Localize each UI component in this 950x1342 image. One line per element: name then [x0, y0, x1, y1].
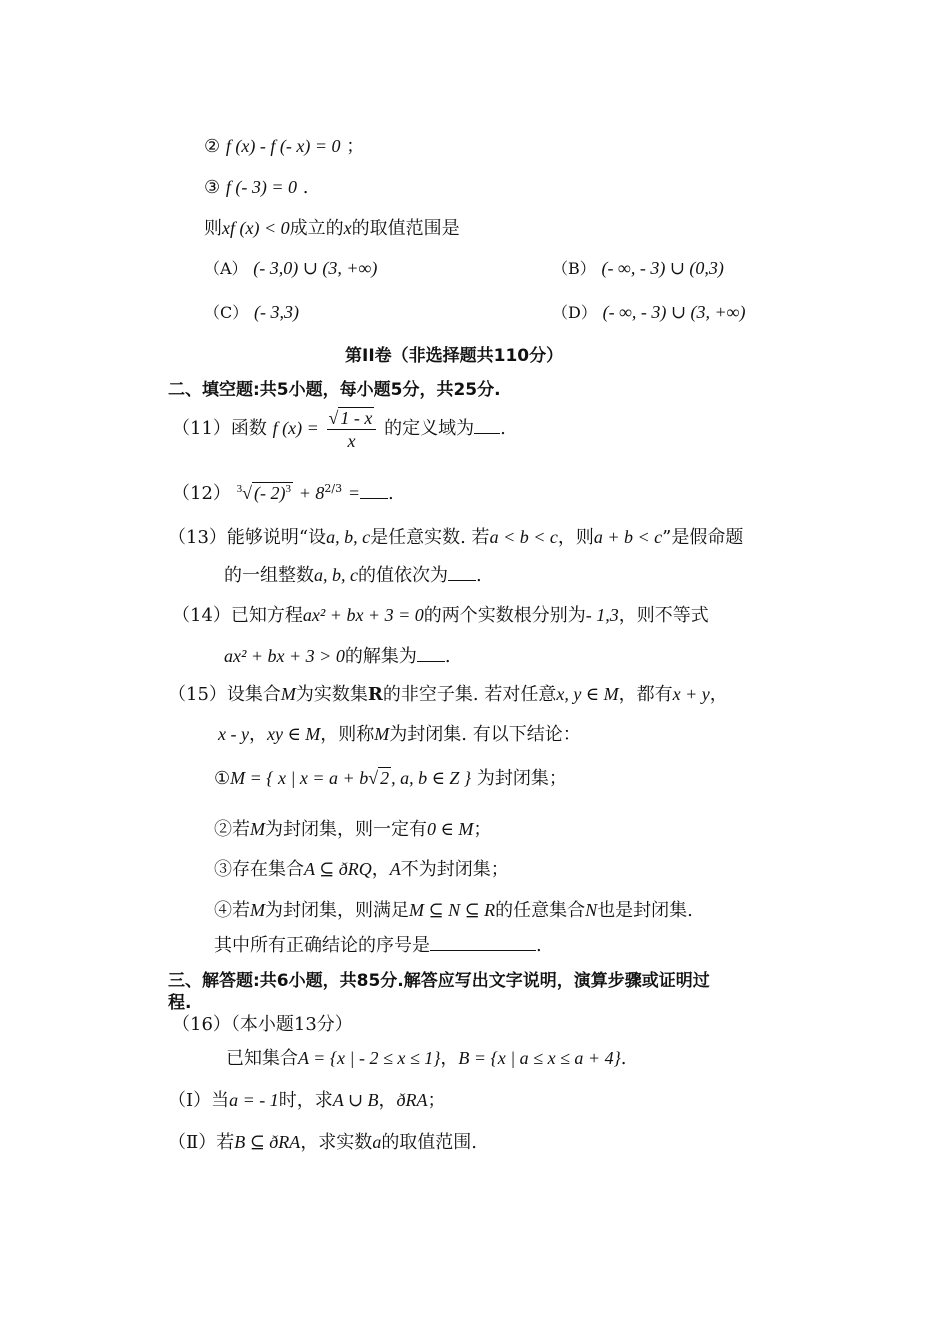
punct: . [536, 935, 542, 956]
question-11 [172, 404, 506, 453]
text: ”是假命题 [662, 527, 744, 548]
punct: ， [709, 684, 728, 705]
section2-heading: 二、填空题:共5小题，每小题5分，共25分. [168, 380, 501, 400]
text: ②若 [214, 819, 250, 840]
option-label: （B） [552, 259, 596, 278]
text: （Ⅰ）当 [168, 1090, 230, 1111]
text: ，则称 [320, 724, 375, 745]
question-16-header: （16）（本小题13分） [172, 1014, 353, 1035]
option-value: (- 3,3) [253, 302, 299, 322]
math-expr: , a, b ∈ Z } [391, 768, 472, 788]
cube-root: $^3$√ (- 2)$^3$ [236, 483, 292, 503]
text: 的两个实数根分别为 [423, 605, 586, 626]
circled-number: ③ [204, 177, 221, 198]
option-label: （C） [204, 303, 249, 322]
math-expr: xf (x) < 0 [222, 218, 290, 238]
math-expr: a < b < c [489, 527, 558, 547]
math-expr: A ∪ B [332, 1090, 379, 1110]
math-expr: - 1,3 [585, 605, 619, 625]
math-expr: 0 ∈ M [427, 819, 474, 839]
punct: ， [440, 1048, 459, 1069]
math-expr: = [347, 483, 361, 503]
text: 是任意实数. 若 [370, 527, 490, 548]
section3-heading-line1: 三、解答题:共6小题，共85分.解答应写出文字说明，演算步骤或证明过 [168, 971, 710, 991]
math-expr: a, b, c [326, 527, 371, 547]
text: ，则 [557, 527, 594, 548]
text: 的取值范围. [381, 1132, 478, 1153]
math-expr: M = { x | x = a + b [230, 768, 369, 788]
punct: ， [248, 724, 267, 745]
text: （13）能够说明“设 [168, 527, 327, 548]
text: ③存在集合 [214, 859, 304, 880]
punct: ； [473, 819, 492, 840]
option-label: （A） [204, 259, 248, 278]
q10-option-c [204, 300, 299, 325]
text: （12） [172, 483, 231, 504]
text: （14）已知方程 [172, 605, 303, 626]
text: 的任意集合 [495, 900, 586, 921]
root-index: 3 [236, 483, 243, 495]
text: 的取值范围是 [351, 218, 460, 239]
option-value: (- ∞, - 3) ∪ (3, +∞) [602, 302, 746, 322]
answer-blank [474, 433, 500, 434]
option-label: （D） [552, 303, 597, 322]
math-expr: A = {x | - 2 ≤ x ≤ 1} [298, 1048, 441, 1068]
math-expr: xy ∈ M [266, 724, 321, 744]
answer-blank [448, 580, 476, 581]
exp-num: 2 [324, 482, 332, 495]
text: 的定义域为 [384, 418, 475, 439]
text: 则 [204, 218, 222, 239]
text: 不为封闭集； [400, 859, 509, 880]
fraction-numerator: √ 1 - x [327, 407, 377, 430]
radicand: (- 2) [254, 483, 286, 503]
q10-option-a [204, 256, 377, 281]
text: （11）函数 [172, 418, 267, 439]
part2-title: 第II卷（非选择题共110分） [345, 346, 564, 366]
question-16-part-1 [168, 1088, 446, 1113]
question-14-line1 [172, 603, 709, 628]
text: 时，求 [278, 1090, 333, 1111]
option-value: (- 3,0) ∪ (3, +∞) [253, 258, 378, 278]
section3-heading-line2: 程. [168, 993, 192, 1013]
question-13-line1 [168, 525, 743, 550]
text: 的解集为 [344, 646, 417, 667]
text: 为封闭集，则一定有 [265, 819, 427, 840]
text: 成立的 [289, 218, 344, 239]
math-expr: B ⊆ ðRA [234, 1132, 301, 1152]
math-expr: f (x) - f (- x) = 0 [225, 136, 341, 156]
text: 为封闭集，则满足 [265, 900, 409, 921]
question-15-final [214, 934, 542, 958]
math-expr: a + b < c [593, 527, 663, 547]
math-expr: ax² + bx + 3 > 0 [224, 646, 345, 666]
question-15-statement-2 [214, 817, 491, 842]
text: （Ⅱ）若 [168, 1132, 235, 1153]
punct: ； [427, 1090, 446, 1111]
question-14-line2 [224, 644, 451, 669]
text: ④若 [214, 900, 250, 921]
fractional-exponent: 2/3 [324, 482, 343, 495]
math-expr: x - y [218, 724, 249, 744]
question-15-statement-3 [214, 857, 509, 882]
question-15-line1 [168, 682, 728, 707]
math-var: N [585, 900, 598, 920]
math-var: M [280, 684, 296, 704]
circled-number: ② [204, 136, 221, 157]
answer-blank [360, 498, 388, 499]
question-16-given [226, 1046, 627, 1071]
q10-condition-2 [204, 134, 364, 159]
math-var: a [372, 1132, 382, 1152]
question-16-part-2 [168, 1130, 477, 1155]
q10-option-d [552, 300, 745, 325]
math-expr: A ⊆ ðRQ [304, 859, 372, 879]
math-expr: B = {x | a ≤ x ≤ a + 4} [458, 1048, 621, 1068]
q10-stem [204, 216, 460, 241]
text: 为封闭集. 有以下结论： [389, 724, 581, 745]
text: 的一组整数 [224, 565, 314, 586]
radicand: 2 [380, 768, 390, 788]
math-expr: a, b, c [314, 565, 358, 585]
math-expr: f (- 3) = 0 [225, 177, 298, 197]
question-15-line2 [218, 722, 581, 747]
text: 已知集合 [226, 1048, 298, 1069]
question-15-statement-1: ①M = { x | x = a + b√ 2 , a, b ∈ Z } 为封闭集； [214, 768, 567, 789]
answer-blank [430, 950, 536, 951]
math-expr: a = - 1 [229, 1090, 279, 1110]
punct: ； [346, 136, 365, 157]
math-expr: x, y ∈ M [556, 684, 619, 704]
text: 的非空子集. 若对任意 [382, 684, 557, 705]
option-value: (- ∞, - 3) ∪ (0,3) [601, 258, 724, 278]
text: （15）设集合 [168, 684, 281, 705]
punct: . [500, 418, 506, 439]
answer-blank [417, 661, 445, 662]
text: 为实数集 [295, 684, 368, 705]
text: ，都有 [618, 684, 673, 705]
fraction [327, 407, 377, 452]
text: 为封闭集； [476, 768, 567, 789]
punct: ， [371, 859, 390, 880]
math-var: M [250, 900, 265, 920]
math-var: M [250, 819, 265, 839]
question-13-line2 [224, 563, 482, 588]
fraction-denominator: x [347, 430, 356, 451]
q10-condition-3 [204, 175, 308, 200]
math-expr: x + y [672, 684, 710, 704]
punct: . [444, 646, 451, 667]
math-expr: f (x) = [272, 418, 319, 438]
punct: . [476, 565, 482, 586]
question-15-statement-4 [214, 898, 693, 923]
math-expr: ðRA [396, 1090, 428, 1110]
punct: . [388, 483, 394, 504]
text: ，求实数 [300, 1132, 373, 1153]
text: 的值依次为 [358, 565, 448, 586]
circled-number: ① [214, 768, 231, 789]
punct: . [302, 177, 309, 198]
text: 其中所有正确结论的序号是 [214, 935, 430, 956]
punct: . [620, 1048, 627, 1069]
question-12 [172, 472, 394, 511]
q10-option-b [552, 256, 724, 281]
text: 也是封闭集. [597, 900, 693, 921]
math-expr: ax² + bx + 3 = 0 [302, 605, 424, 625]
punct: ， [378, 1090, 397, 1111]
math-var: A [389, 859, 401, 879]
math-var: x [343, 218, 352, 238]
exp-den: 3 [335, 482, 343, 495]
radicand: 1 - x [340, 407, 373, 428]
exponent: 3 [285, 483, 292, 495]
text: ，则不等式 [618, 605, 709, 626]
math-expr: M ⊆ N ⊆ R [409, 900, 496, 920]
math-set-R: R [367, 684, 383, 705]
math-var: M [374, 724, 390, 744]
math-expr: + 8 [298, 483, 325, 503]
